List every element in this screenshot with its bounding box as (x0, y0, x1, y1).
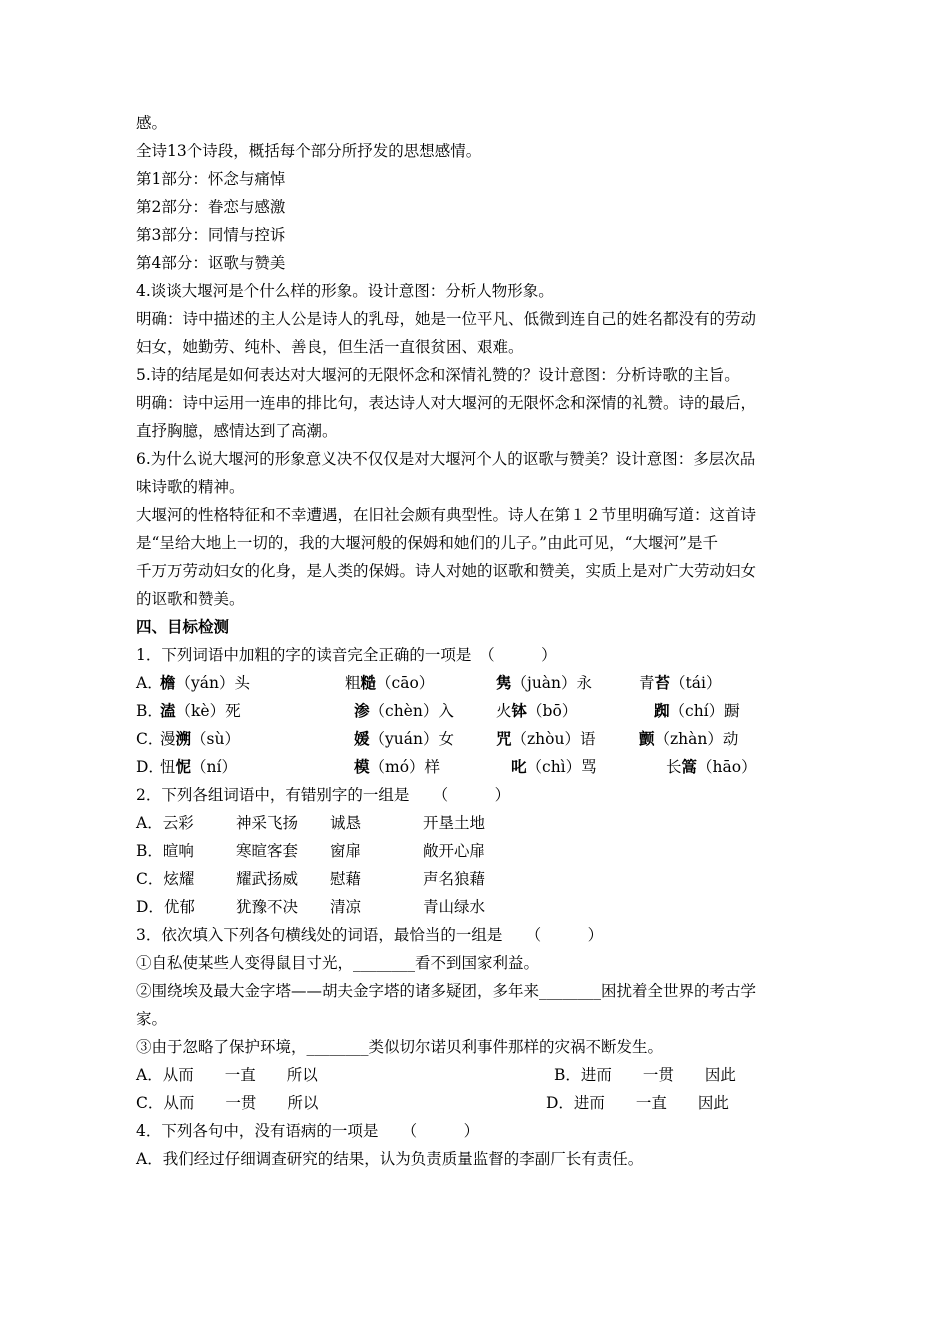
bold-char: 颤 (639, 729, 655, 748)
text-line: 5.诗的结尾是如何表达对大堰河的无限怀念和深情礼赞的？设计意图：分析诗歌的主旨。 (136, 366, 740, 384)
text-line: 妇女，她勤劳、纯朴、善良，但生活一直很贫困、艰难。 (136, 338, 524, 356)
pinyin: （cāo） (376, 674, 435, 692)
bold-char: 怩 (175, 757, 192, 776)
text-line: 第1部分：怀念与痛悼 (136, 170, 286, 188)
bold-char: 踟 (654, 701, 670, 720)
plain-char: 火 (496, 702, 512, 720)
text-line: 是“呈给大地上一切的，我的大堰河般的保姆和她们的儿子。”由此可见，“大堰河”是千 (136, 534, 718, 552)
q2-option-b (136, 841, 821, 861)
cell: 神采飞扬 (236, 814, 299, 832)
q2-option-c (136, 869, 821, 889)
pinyin: （kè）死 (175, 702, 241, 720)
plain-char: 忸 (160, 758, 176, 776)
section-title: 四、目标检测 (136, 617, 230, 636)
bold-char: 渗 (354, 701, 370, 720)
q3-sentence-1: ①自私使某些人变得鼠目寸光，________看不到国家利益。 (136, 954, 540, 972)
plain-char: 长 (666, 758, 682, 776)
bold-char: 钵 (511, 701, 528, 720)
cell: C．炫耀 (136, 870, 195, 888)
pinyin: （chí）蹰 (669, 702, 740, 720)
question-3-stem: 3．依次填入下列各句横线处的词语，最恰当的一组是 （ ） (136, 926, 604, 944)
cell: 开垦土地 (423, 814, 486, 832)
bold-char: 叱 (511, 757, 527, 776)
plain-char: 青 (639, 674, 655, 692)
bold-char: 溘 (160, 701, 176, 720)
text-line: 第3部分：同情与控诉 (136, 226, 286, 244)
pinyin: （chèn）入 (369, 702, 454, 720)
option-label: B． (136, 702, 163, 720)
text-line: 大堰河的性格特征和不幸遭遇，在旧社会颇有典型性。诗人在第１２节里明确写道：这首诗 (136, 506, 757, 524)
cell: 清凉 (330, 898, 362, 916)
pinyin: （juàn）永 (511, 674, 593, 692)
bold-char: 檐 (160, 673, 176, 692)
option-d: D．进而 一直 因此 (546, 1094, 729, 1112)
plain-char: 粗 (345, 674, 361, 692)
option-a: A．从而 一直 所以 (136, 1066, 318, 1084)
question-4-stem: 4．下列各句中，没有语病的一项是 （ ） (136, 1122, 480, 1140)
plain-char: 漫 (160, 730, 176, 748)
bold-char: 苔 (654, 673, 671, 692)
text-line: 全诗13个诗段，概括每个部分所抒发的思想感情。 (136, 142, 482, 160)
cell: 敞开心扉 (423, 842, 486, 860)
text-line: 6.为什么说大堰河的形象意义决不仅仅是对大堰河个人的讴歌与赞美？设计意图：多层次品 (136, 450, 756, 468)
text-line: 味诗歌的精神。 (136, 478, 245, 496)
option-label: D． (136, 758, 164, 776)
bold-char: 媛 (354, 729, 370, 748)
bold-char: 模 (354, 757, 370, 776)
bold-char: 隽 (496, 673, 512, 692)
text-line: 4.谈谈大堰河是个什么样的形象。设计意图：分析人物形象。 (136, 282, 554, 300)
q3-sentence-2-cont: 家。 (136, 1010, 168, 1028)
pinyin: （yán）头 (175, 674, 250, 692)
q2-option-a (136, 813, 821, 833)
option-c: C．从而 一贯 所以 (136, 1094, 319, 1112)
pinyin: （zhòu）语 (511, 730, 596, 748)
q1-option-c (136, 729, 821, 749)
cell: 青山绿水 (423, 898, 486, 916)
q3-options-ab (136, 1065, 821, 1085)
text-line: 第4部分：讴歌与赞美 (136, 254, 286, 272)
pinyin: （chì）骂 (526, 758, 597, 776)
q3-sentence-2: ②围绕埃及最大金字塔——胡夫金字塔的诸多疑团，多年来________困扰着全世界的考古学 (136, 982, 757, 1000)
bold-char: 咒 (496, 729, 512, 748)
bold-char: 篙 (681, 757, 698, 776)
pinyin: （sù） (191, 730, 240, 748)
q3-options-cd (136, 1093, 821, 1113)
text-line: 第2部分：眷恋与感激 (136, 198, 286, 216)
text-line: 感。 (136, 114, 168, 132)
pinyin: （yuán）女 (369, 730, 454, 748)
pinyin: （zhàn）动 (654, 730, 739, 748)
bold-char: 溯 (175, 729, 192, 748)
text-line: 明确：诗中运用一连串的排比句，表达诗人对大堰河的无限怀念和深情的礼赞。诗的最后， (136, 394, 757, 412)
option-b: B．进而 一贯 因此 (554, 1066, 736, 1084)
cell: A．云彩 (136, 814, 194, 832)
q1-option-b (136, 701, 821, 721)
q2-option-d (136, 897, 821, 917)
cell: 犹豫不决 (236, 898, 299, 916)
q3-sentence-3: ③由于忽略了保护环境，________类似切尔诺贝利事件那样的灾祸不断发生。 (136, 1038, 664, 1056)
cell: 声名狼藉 (423, 870, 486, 888)
text-line: 明确：诗中描述的主人公是诗人的乳母，她是一位平凡、低微到连自己的姓名都没有的劳动 (136, 310, 757, 328)
pinyin: （hāo） (697, 758, 757, 776)
text-line: 的讴歌和赞美。 (136, 590, 245, 608)
pinyin: （mó）样 (369, 758, 441, 776)
q4-option-a: A．我们经过仔细调查研究的结果，认为负责质量监督的李副厂长有责任。 (136, 1150, 644, 1168)
question-2-stem: 2．下列各组词语中，有错别字的一组是 （ ） (136, 786, 511, 804)
text-line: 直抒胸臆，感情达到了高潮。 (136, 422, 338, 440)
cell: 寒暄客套 (236, 842, 299, 860)
cell: D．优郁 (136, 898, 195, 916)
cell: 慰藉 (330, 870, 362, 888)
question-1-stem: 1．下列词语中加粗的字的读音完全正确的一项是 （ ） (136, 646, 557, 664)
cell: 耀武扬威 (236, 870, 299, 888)
pinyin: （ní） (191, 758, 237, 776)
text-line: 千万万劳动妇女的化身，是人类的保姆。诗人对她的讴歌和赞美，实质上是对广大劳动妇女 (136, 562, 757, 580)
option-label: A． (136, 674, 163, 692)
option-label: C． (136, 730, 164, 748)
cell: B．暄响 (136, 842, 194, 860)
cell: 窗扉 (330, 842, 362, 860)
cell: 诚恳 (330, 814, 362, 832)
q1-option-a (136, 673, 821, 693)
bold-char: 糙 (360, 673, 377, 692)
pinyin: （tái） (670, 674, 722, 692)
pinyin: （bō） (527, 702, 578, 720)
q1-option-d (136, 757, 821, 777)
